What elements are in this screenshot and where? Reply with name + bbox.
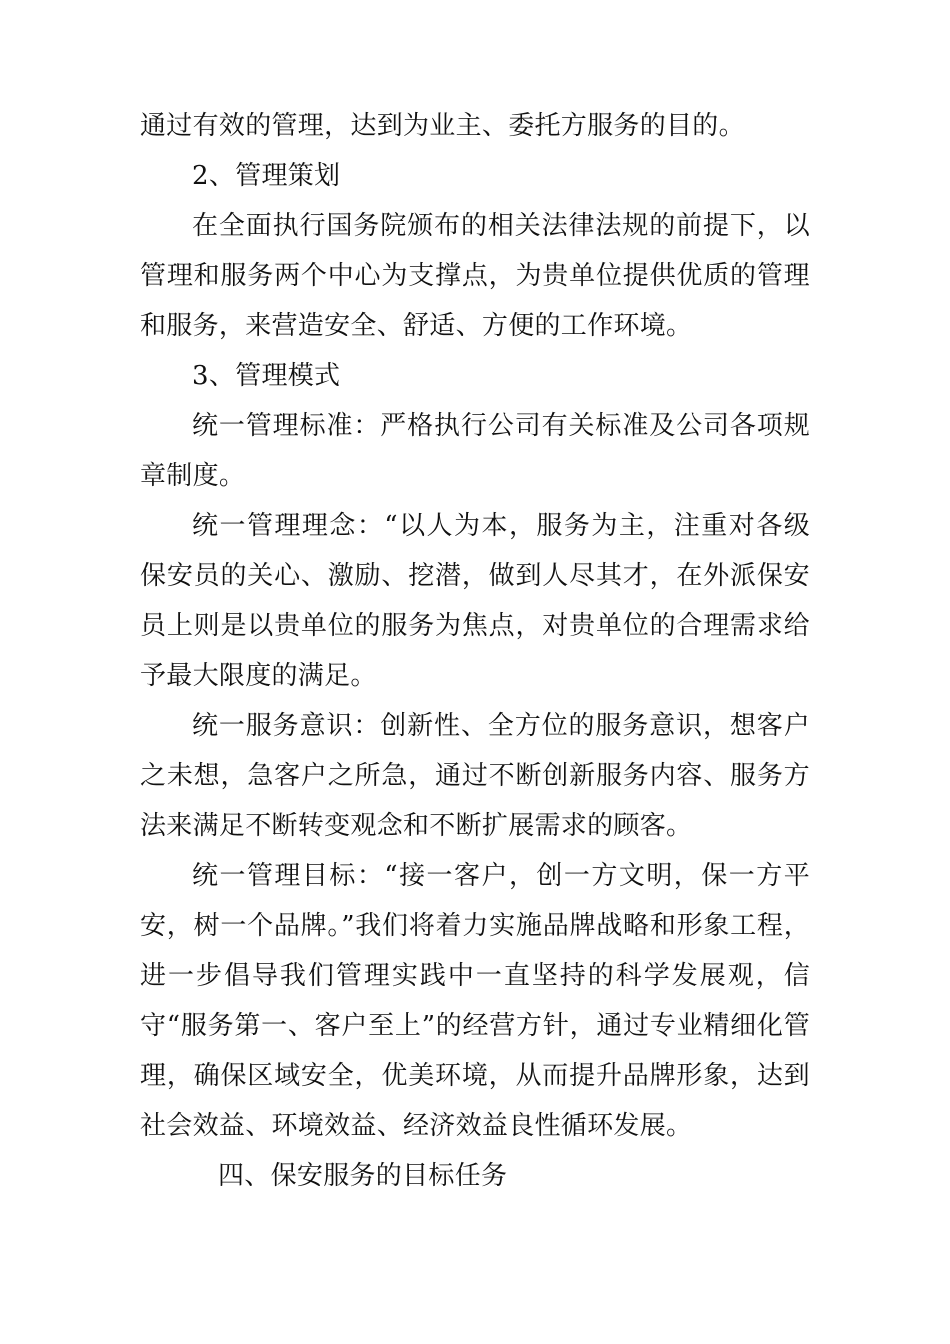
document-page xyxy=(140,101,810,1201)
section-heading-security-goals: 四、保安服务的目标任务 xyxy=(218,1161,508,1191)
paragraph-unified-service-awareness: 统一服务意识：创新性、全方位的服务意识，想客户之未想，急客户之所急，通过不断创新服务内容、服务方法来满足不断转变观念和不断扩展需求的顾客。 xyxy=(140,711,810,841)
paragraph-management-planning: 在全面执行国务院颁布的相关法律法规的前提下，以管理和服务两个中心为支撑点，为贵单位提供优质的管理和服务，来营造安全、舒适、方便的工作环境。 xyxy=(140,211,810,341)
paragraph-unified-philosophy: 统一管理理念：“以人为本，服务为主，注重对各级保安员的关心、激励、挖潜，做到人尽其才，在外派保安员上则是以贵单位的服务为焦点，对贵单位的合理需求给予最大限度的满足。 xyxy=(140,511,810,691)
section-heading-management-mode: 3、管理模式 xyxy=(192,361,341,391)
paragraph-unified-standard: 统一管理标准：严格执行公司有关标准及公司各项规章制度。 xyxy=(140,411,810,491)
paragraph-continuation: 通过有效的管理，达到为业主、委托方服务的目的。 xyxy=(140,111,745,141)
paragraph-unified-goal: 统一管理目标：“接一客户，创一方文明，保一方平安，树一个品牌。”我们将着力实施品牌战略和形象工程，进一步倡导我们管理实践中一直坚持的科学发展观，信守“服务第一、客户至上”的经营方针，通过专业精细化管理，确保区域安全，优美环境，从而提升品牌形象，达到社会效益、环境效益、经济效益良性循环发展。 xyxy=(140,861,810,1141)
section-heading-management-planning: 2、管理策划 xyxy=(192,161,341,191)
